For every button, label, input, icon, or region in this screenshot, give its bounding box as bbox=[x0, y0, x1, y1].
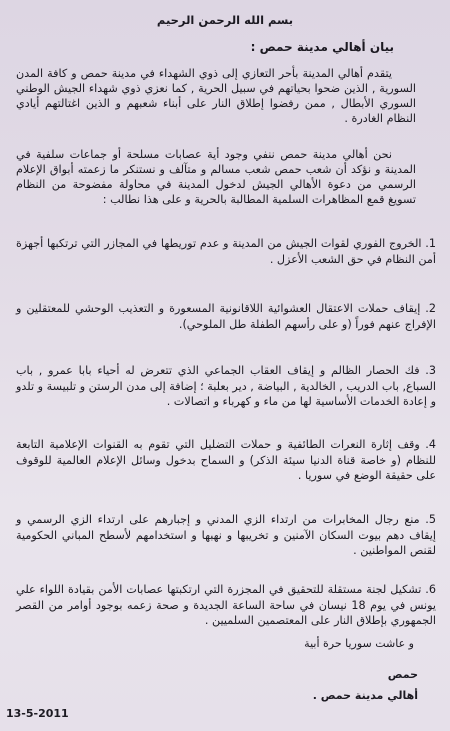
demand-item-5: 5. منع رجال المخابرات من ارتداء الزي المدني و إجبارهم على ارتداء الزي الرسمي و إيقاف دهم بيوت السكان الآمنين و تخريبها و نهبها و استخدامهم لأسطح المباني الحكومية لقنص المواطنين . bbox=[16, 513, 436, 557]
signature-people: أهالي مدينة حمص . bbox=[312, 689, 418, 702]
demand-item-6: 6. تشكيل لجنة مستقلة للتحقيق في المجزرة التي ارتكبتها عصابات الأمن بقيادة اللواء علي يونس في يوم 18 نيسان في ساحة الساعة الجديدة و صحة زعمه بوجود أوامر من القصر الجمهوري بإطلاق النار على المعتصمين السلميين . bbox=[16, 583, 436, 627]
condolence-paragraph: يتقدم أهالي المدينة بأحر التعازي إلى ذوي الشهداء في مدينة حمص و كافة المدن السورية , الذين ضحوا بحياتهم في سبيل الحرية , كما نعزي ذوي شهداء الجيش الوطني السوري الأبطال , ممن رفضوا إطلاق النار على أبناء شعبهم و الذين اغتالتهم أيادي النظام الغادرة . bbox=[16, 67, 416, 125]
demand-item-1: 1. الخروج الفوري لقوات الجيش من المدينة و عدم توريطها في المجازر التي ترتكبها أجهزة أمن النظام في حق الشعب الأعزل . bbox=[16, 237, 436, 266]
demand-item-4: 4. وقف إثارة النعرات الطائفية و حملات التضليل التي تقوم به القنوات الإعلامية التابعة للنظام (و خاصة قناة الدنيا سيئة الذكر) و السماح بدخول وسائل الإعلام العالمية للوقوف على حقيقة الوضع في سوريا . bbox=[16, 438, 436, 482]
denial-paragraph: نحن أهالي مدينة حمص ننفي وجود أية عصابات مسلحة أو جماعات سلفية في المدينة و نؤكد أن شعب حمص شعب مسالم و متآلف و نستنكر ما زعمته أبواق الإعلام الرسمي من دعوة الأهالي الجيش لدخول المدينة في محاولة مفضوحة من النظام تسويغ قمع المظاهرات السلمية المطالبة بالحرية و على هذا نطالب : bbox=[16, 148, 416, 206]
statement-heading: بيان أهالي مدينة حمص : bbox=[250, 40, 394, 54]
basmala: بسم الله الرحمن الرحيم bbox=[156, 13, 294, 27]
statement-date: 13-5-2011 bbox=[6, 707, 69, 720]
demand-item-3: 3. فك الحصار الظالم و إيقاف العقاب الجماعي الذي تتعرض له أحياء بابا عمرو , باب السباع, باب الدريب , الخالدية , البياضة , دير بعلبة ؛ إضافة إلى مدن الرستن و تلبيسة و تلدو و إعادة الخدمات الأساسية لها من ماء و كهرباء و اتصالات . bbox=[16, 364, 436, 408]
closing-line: و عاشت سوريا حرة أبية bbox=[304, 637, 414, 650]
signature-city: حمص bbox=[387, 668, 418, 681]
demand-item-2: 2. إيقاف حملات الاعتقال العشوائية اللاقانونية المسعورة و التعذيب الوحشي للمعتقلين و الإفراج عنهم فوراً (و على رأسهم الطفلة طل الملوحي). bbox=[16, 302, 436, 331]
